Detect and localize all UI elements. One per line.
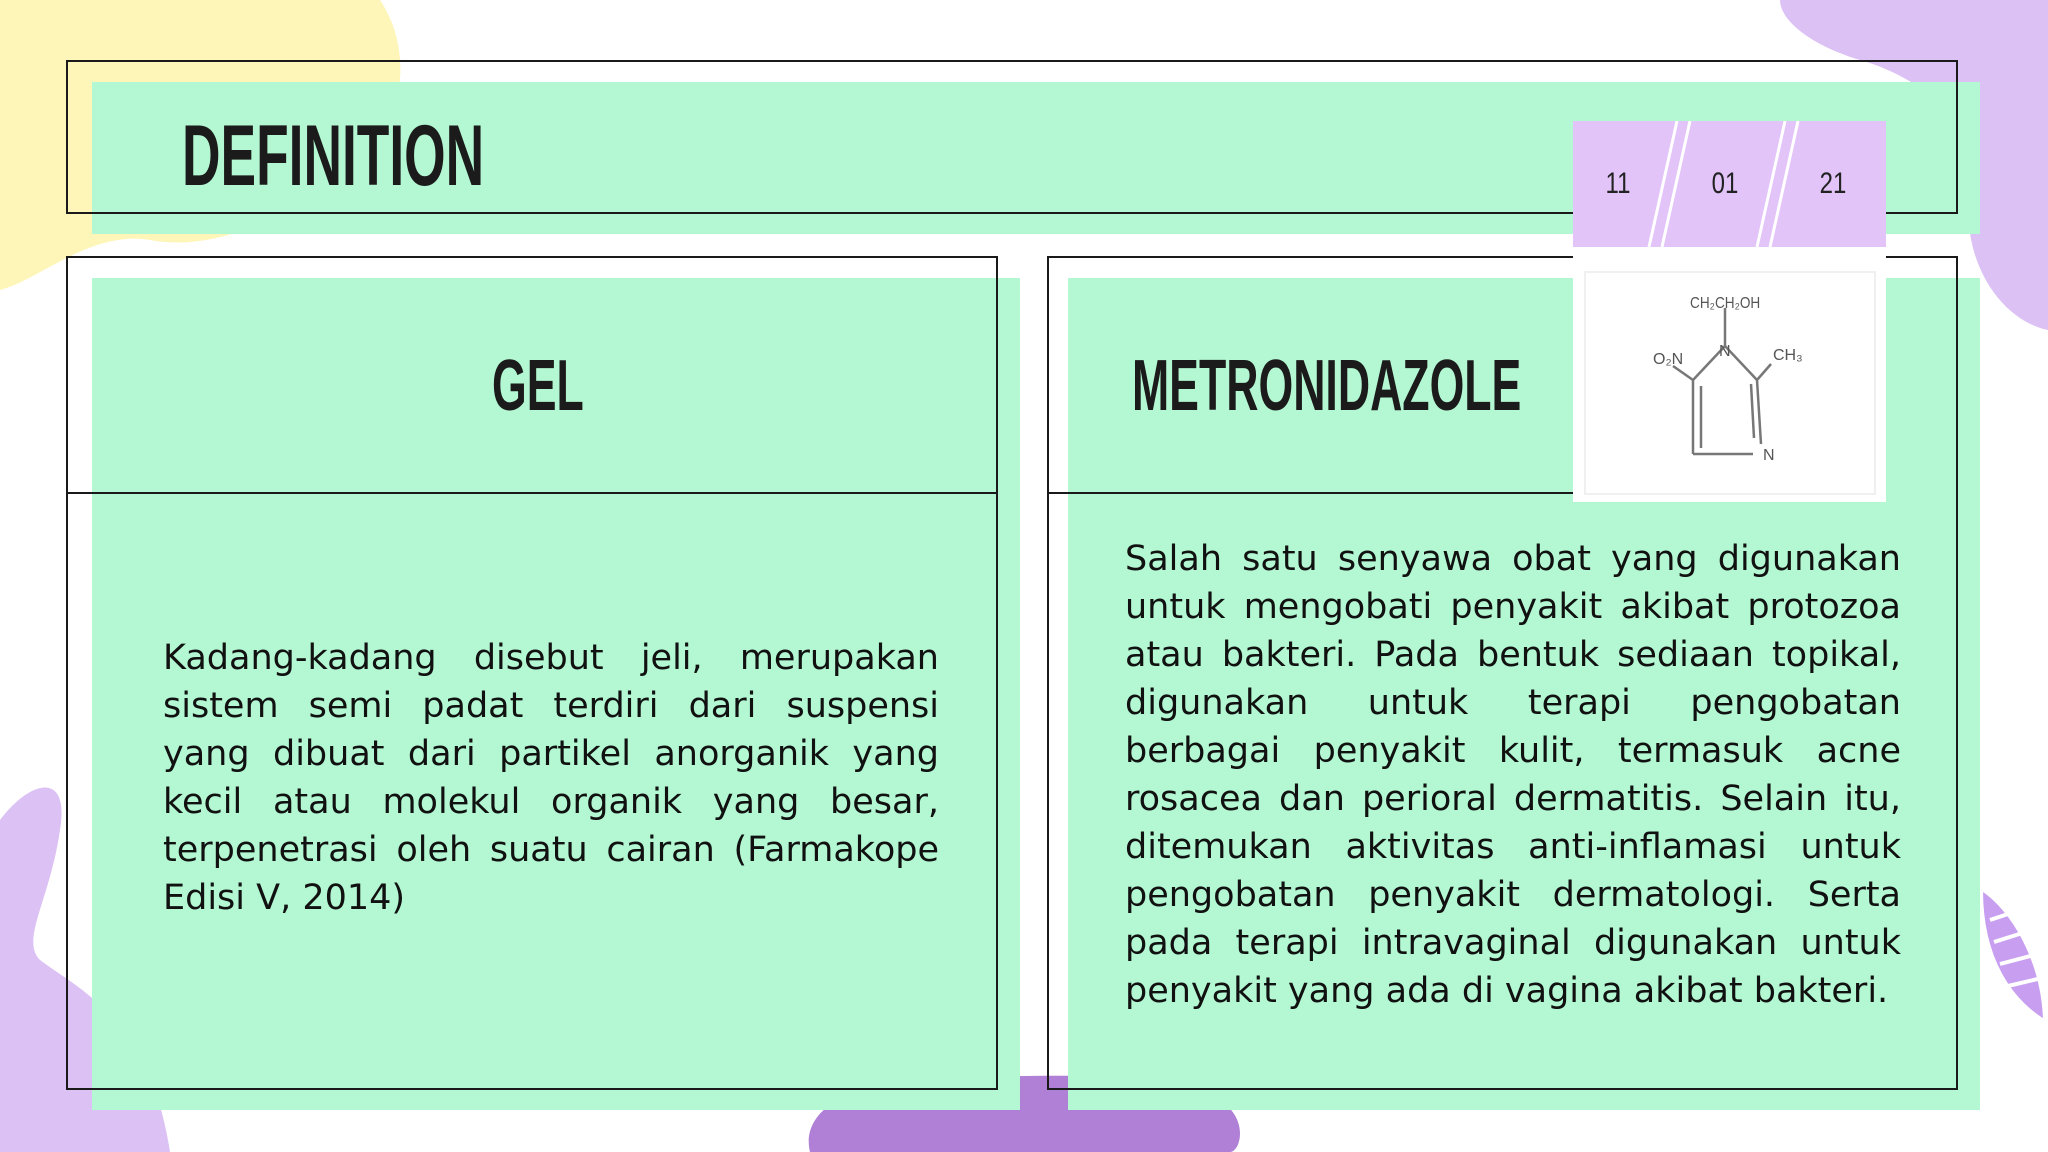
date-badge: [1573, 121, 1886, 247]
metronidazole-card-body: Salah satu senyawa obat yang digunakan untuk mengobati penyakit akibat protozoa atau bakteri. Pada bentuk sediaan topikal, digunakan untuk terapi pengobatan berbagai penyakit kulit, termasuk acne rosacea dan perioral dermatitis. Selain itu, ditemukan aktivitas anti-inflamasi untuk pengobatan penyakit dermatologi. Serta pada terapi intravaginal digunakan untuk penyakit yang ada di vagina akibat bakteri.: [1125, 539, 1901, 1011]
date-year: 21: [1819, 167, 1847, 200]
decor-feather-icon: [1972, 880, 2048, 1030]
gel-card-divider: [66, 492, 998, 494]
date-month: 01: [1711, 167, 1739, 200]
gel-card-title: GEL: [492, 346, 584, 426]
page-title: DEFINITION: [182, 108, 485, 204]
date-day: 11: [1605, 167, 1631, 200]
structure-label-n-bottom: N: [1763, 447, 1775, 464]
structure-label-n-top: N: [1719, 343, 1731, 360]
structure-label-ch3: CH₃: [1773, 347, 1803, 364]
structure-label-o2n: O₂N: [1653, 351, 1684, 368]
metronidazole-structure-image: [1573, 256, 1886, 502]
structure-label-ch2ch2oh: CH₂CH₂OH: [1690, 295, 1761, 313]
metronidazole-card-title: METRONIDAZOLE: [1132, 346, 1522, 426]
metronidazole-structure-diagram: [1573, 256, 1886, 502]
metronidazole-card-divider: [1047, 492, 1573, 494]
gel-card-body: Kadang-kadang disebut jeli, merupakan sistem semi padat terdiri dari suspensi yang dibuat dari partikel anorganik yang kecil atau molekul organik yang besar, terpenetrasi oleh suatu cairan (Farmakope Edisi V, 2014): [163, 638, 939, 918]
